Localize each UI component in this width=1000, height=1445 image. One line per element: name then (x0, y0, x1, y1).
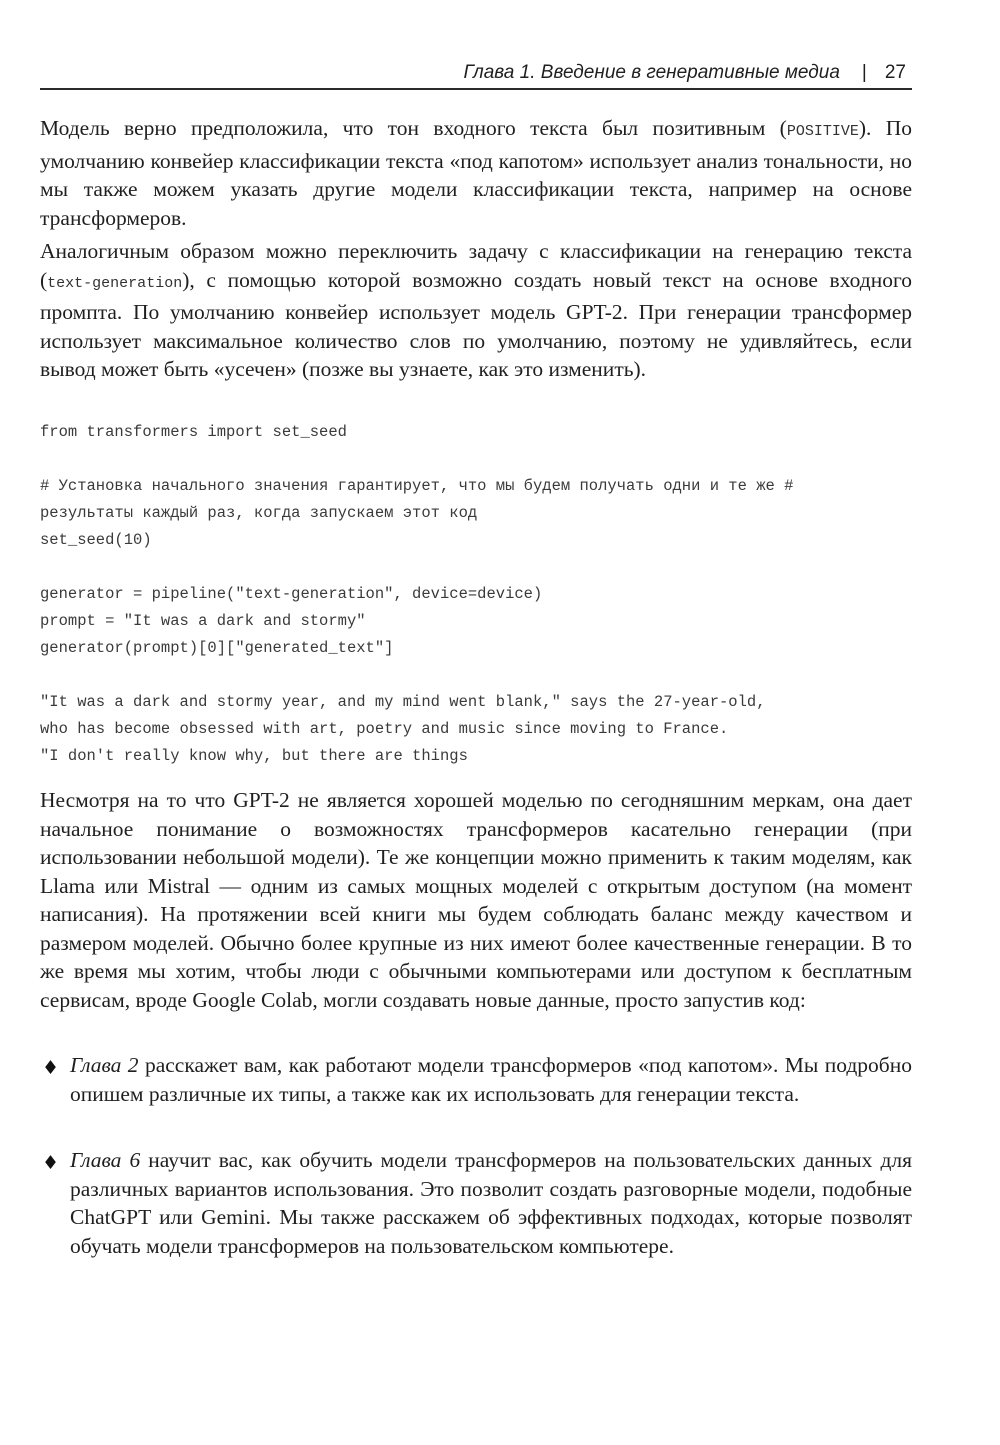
paragraph-3: Несмотря на то что GPT-2 не является хорошей моделью по сегодняшним меркам, она дает начальное понимание о возможностях трансформеров касательно генерации (при использовании небольшой модели). Те же концепции можно применить к таким моделям, как Llama или Mistral — одним из самых мощных моделей с открытым доступом (на момент написания). На протяжении всей книги мы будем соблюдать баланс между качеством и размером моделей. Обычно более крупные из них имеют более качественные генерации. В то же время мы хотим, чтобы люди с обычными компьютерами или доступом к бесплатным сервисам, вроде Google Colab, могли создавать новые данные, просто запустив код: (40, 788, 912, 1012)
output-line: "I don't really know why, but there are things (40, 747, 468, 765)
chapter-ref-6: Глава 6 (70, 1148, 141, 1172)
paragraph-1-inline-code: POSITIVE (786, 123, 859, 140)
header-separator: | (861, 62, 867, 83)
code-line (40, 554, 920, 581)
code-block (40, 419, 920, 770)
code-line: # Установка начального значения гарантирует, что мы будем получать одни и те же # (40, 477, 794, 495)
code-line (40, 446, 920, 473)
code-line: prompt = "It was a dark and stormy" (40, 612, 366, 630)
paragraph-1 (40, 114, 912, 232)
bullet-item-1-body: расскажет вам, как работают модели трансформеров «под капотом». Мы подробно опишем различные их типы, а также как их использовать для генерации текста. (70, 1053, 912, 1106)
bullet-item-2-body: научит вас, как обучить модели трансформеров на пользовательских данных для различных вариантов использования. Это позволит создать разговорные модели, подобные ChatGPT или Gemini. Мы также расскажем об эффективных подходах, которые позволят обучать модели трансформеров на пользовательском компьютере. (70, 1148, 912, 1258)
header-right (464, 62, 906, 84)
running-header (40, 58, 912, 90)
code-line: результаты каждый раз, когда запускаем этот код (40, 504, 478, 522)
paragraph-2-text-a: Аналогичным образом можно переключить задачу с классификации на генерацию текста ( (40, 239, 912, 292)
output-line: who has become obsessed with art, poetry and music since moving to France. (40, 720, 729, 738)
code-line: generator(prompt)[0]["generated_text"] (40, 639, 394, 657)
diamond-bullet-icon: ♦ (42, 1152, 60, 1174)
code-line: from transformers import set_seed (40, 423, 347, 441)
bullet-item-1 (40, 1051, 912, 1108)
code-gap (40, 662, 920, 689)
paragraph-2-inline-code: text-generation (47, 274, 183, 292)
bullet-item-2 (40, 1146, 912, 1260)
chapter-ref-2: Глава 2 (70, 1053, 139, 1077)
paragraph-1-text-a: Модель верно предположила, что тон входного текста был позитивным ( (40, 116, 787, 140)
bullet-item-2-text (70, 1146, 912, 1260)
chapter-title: Глава 1. Введение в генеративные медиа (463, 62, 840, 83)
diamond-bullet-icon: ♦ (42, 1057, 60, 1079)
paragraph-2 (40, 237, 912, 384)
output-line: "It was a dark and stormy year, and my mind went blank," says the 27-year-old, (40, 693, 766, 711)
bullet-item-1-text (70, 1051, 912, 1108)
code-line: generator = pipeline("text-generation", device=device) (40, 585, 543, 603)
paragraph-1-text-b: ). По умолчанию конвейер классификации текста «под капотом» использует анализ тональности, но мы также можем указать другие модели классификации текста, например на основе трансформеров. (40, 116, 912, 230)
code-line: set_seed(10) (40, 531, 152, 549)
paragraph-2-text-b: ), с помощью которой возможно создать новый текст на основе входного промпта. По умолчанию конвейер использует модель GPT-2. При генерации трансформер использует максимальное количество слов по умолчанию, поэтому не удивляйтесь, если вывод может быть «усечен» (позже вы узнаете, как это изменить). (40, 267, 912, 381)
page-number: 27 (884, 62, 906, 83)
